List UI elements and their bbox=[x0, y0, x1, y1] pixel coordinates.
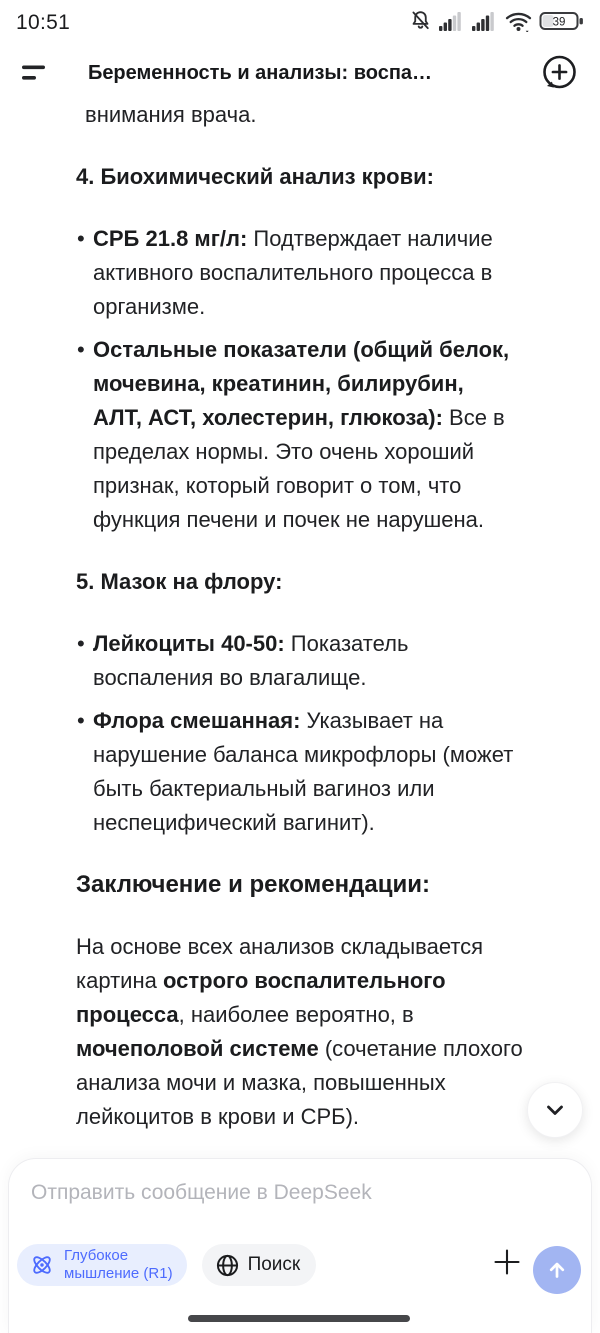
message-paragraph bbox=[76, 98, 590, 132]
message-line: организме. bbox=[93, 294, 206, 319]
chat-title: Беременность и анализы: воспа… bbox=[87, 61, 433, 84]
notifications-muted-icon bbox=[409, 9, 432, 37]
message-line: СРБ 21.8 мг/л: Подтверждает наличие bbox=[93, 226, 493, 251]
message-line: 5. Мазок на флору: bbox=[76, 569, 283, 594]
hamburger-icon bbox=[22, 63, 48, 83]
message-line: нарушение баланса микрофлоры (может bbox=[93, 742, 514, 767]
message-line: пределах нормы. Это очень хороший bbox=[93, 439, 475, 464]
globe-icon bbox=[215, 1253, 240, 1278]
home-indicator[interactable] bbox=[188, 1315, 410, 1322]
message-list-item bbox=[76, 627, 590, 695]
message-paragraph bbox=[76, 930, 590, 1134]
message-line: АЛТ, АСТ, холестерин, глюкоза): Все в bbox=[93, 405, 505, 430]
scroll-to-bottom-button[interactable] bbox=[527, 1082, 583, 1138]
message-line: Флора смешанная: Указывает на bbox=[93, 708, 444, 733]
message-line: Лейкоциты 40-50: Показатель bbox=[93, 631, 409, 656]
message-line: На основе всех анализов складывается bbox=[76, 934, 484, 959]
status-bar bbox=[0, 0, 600, 46]
message-list-item bbox=[76, 333, 590, 537]
chat-header bbox=[0, 46, 600, 100]
message-list-item bbox=[76, 704, 590, 840]
message-line: внимания врача. bbox=[85, 102, 257, 127]
status-icons bbox=[409, 9, 584, 37]
message-line: Заключение и рекомендации: bbox=[76, 871, 430, 898]
deep-think-toggle[interactable] bbox=[17, 1244, 187, 1286]
message-input[interactable] bbox=[31, 1175, 501, 1211]
composer-card bbox=[8, 1158, 592, 1333]
deep-think-label-line1: Глубокое bbox=[64, 1247, 129, 1264]
chevron-down-icon bbox=[539, 1094, 571, 1126]
bullet-marker: • bbox=[77, 708, 85, 733]
message-line: лейкоцитов в крови и СРБ). bbox=[76, 1104, 360, 1129]
deep-think-label-line2: мышление (R1) bbox=[64, 1265, 173, 1282]
message-line: признак, который говорит о том, что bbox=[93, 473, 462, 498]
plus-icon bbox=[492, 1247, 522, 1277]
clock-time: 10:51 bbox=[16, 11, 71, 34]
cell-signal-1-icon bbox=[439, 11, 465, 36]
message-line: быть бактериальный вагиноз или bbox=[93, 776, 435, 801]
message-line: 4. Биохимический анализ крови: bbox=[76, 164, 434, 189]
message-line: анализа мочи и мазка, повышенных bbox=[76, 1070, 446, 1095]
message-line: активного воспалительного процесса в bbox=[93, 260, 493, 285]
cell-signal-2-icon bbox=[472, 11, 498, 36]
message-line: процесса, наиболее вероятно, в bbox=[76, 1002, 414, 1027]
search-label: Поиск bbox=[247, 1254, 301, 1275]
attach-button[interactable] bbox=[485, 1240, 529, 1284]
message-heading bbox=[76, 868, 590, 902]
web-search-toggle[interactable] bbox=[202, 1244, 317, 1286]
message-line: воспаления во влагалище. bbox=[93, 665, 367, 690]
new-chat-button[interactable] bbox=[538, 52, 580, 94]
send-button[interactable] bbox=[533, 1246, 581, 1294]
message-line: функция печени и почек не нарушена. bbox=[93, 507, 484, 532]
message-line: неспецифический вагинит). bbox=[93, 810, 375, 835]
message-heading bbox=[76, 160, 590, 194]
message-heading bbox=[76, 565, 590, 599]
arrow-up-icon bbox=[544, 1257, 570, 1283]
message-line: мочевина, креатинин, билирубин, bbox=[93, 371, 464, 396]
atom-icon bbox=[29, 1252, 55, 1278]
message-line: картина острого воспалительного bbox=[76, 968, 446, 993]
battery-icon bbox=[539, 10, 584, 37]
bullet-marker: • bbox=[77, 631, 85, 656]
assistant-message bbox=[76, 98, 590, 1134]
bullet-marker: • bbox=[77, 337, 85, 362]
new-chat-bubble-plus-icon bbox=[538, 52, 580, 94]
message-line: Остальные показатели (общий белок, bbox=[93, 337, 510, 362]
menu-button[interactable] bbox=[20, 58, 50, 88]
wifi-icon bbox=[505, 10, 532, 37]
message-line: мочеполовой системе (сочетание плохого bbox=[76, 1036, 523, 1061]
bullet-marker: • bbox=[77, 226, 85, 251]
composer-toolbar bbox=[17, 1244, 316, 1286]
svg-text:39: 39 bbox=[552, 16, 566, 29]
message-list-item bbox=[76, 222, 590, 324]
